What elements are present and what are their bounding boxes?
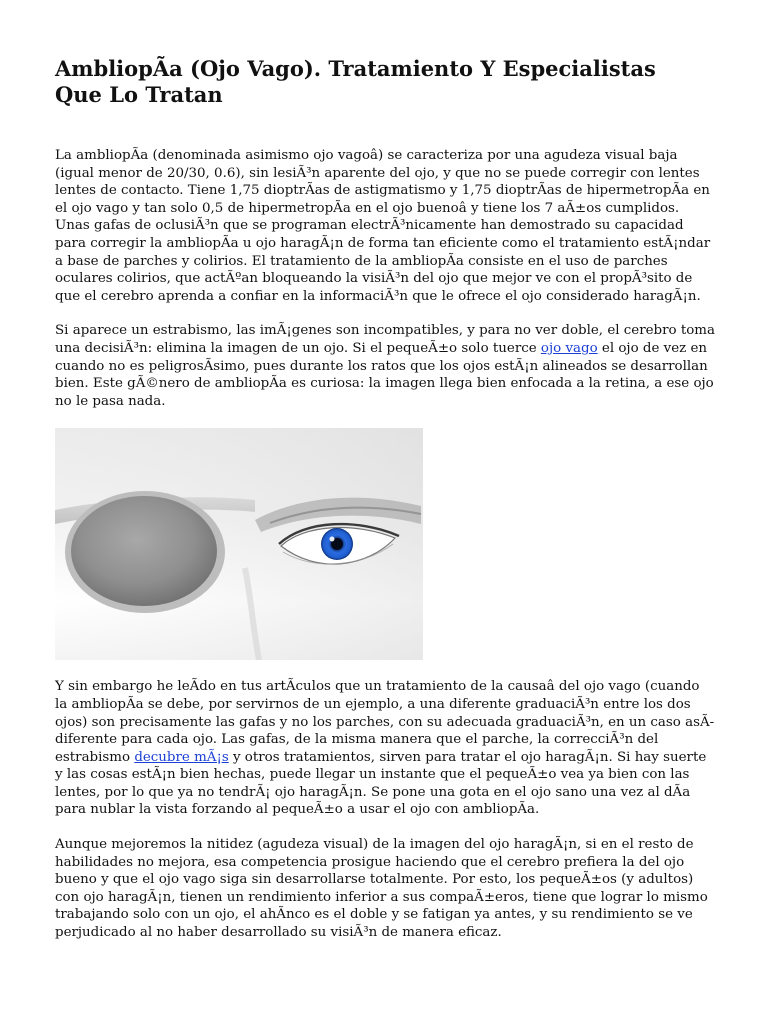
paragraph-text: el ojo de vez en cuando no es peligrosÃsimo, pues durante los ratos que los ojos estÃ¡n alineados se desarrollan bien. Este gÃ©nero de ambliopÃa es curiosa: la imagen llega bien enfocada a la retina, a ese ojo no le pasa nada. bbox=[55, 340, 714, 409]
eye-patch-icon bbox=[65, 491, 225, 613]
article-title: AmbliopÃa (Ojo Vago). Tratamiento Y Especialistas Que Lo Tratan bbox=[55, 56, 656, 107]
paragraph-text: Y sin embargo he leÃdo en tus artÃculos que un tratamiento de la causaâ del ojo vago (cuando la ambliopÃa se debe, por servirnos de un ejemplo, a una diferente graduaciÃ³n entre los dos ojos) son precisamente las gafas y no los parches, con su adecuada graduaciÃ³n, en un caso asÃ diferente para cada ojo. Las gafas, de la misma manera que el parche, la correcciÃ³n del estrabismo bbox=[55, 679, 715, 765]
paragraph-treatment bbox=[55, 678, 715, 819]
paragraph-text: y otros tratamientos, sirven para tratar el ojo haragÃ¡n. Si hay suerte y las cosas estÃ¡n bien hechas, puede llegar un instante que el pequeÃ±o vea ya bien con las lentes, por lo que ya no tendrÃ¡ ojo haragÃ¡n. Se pone una gota en el ojo sano una vez al dÃa para nublar la vista forzando al pequeÃ±o a usar el ojo con ambliopÃa. bbox=[55, 749, 707, 818]
paragraph-strabismus bbox=[55, 322, 715, 410]
paragraph-text: Si aparece un estrabismo, las imÃ¡genes son incompatibles, y para no ver doble, el cerebro toma una decisiÃ³n: elimina la imagen de un ojo. Si el pequeÃ±o solo tuerce bbox=[55, 323, 715, 356]
paragraph-intro: La ambliopÃa (denominada asimismo ojo vagoâ) se caracteriza por una agudeza visual baja (igual menor de 20/30, 0.6), sin lesiÃ³n aparente del ojo, y que no se puede corregir con lentes lentes de contacto. Tiene 1,75 dioptrÃas de astigmatismo y 1,75 dioptrÃas de hipermetropÃa en el ojo vago y tan solo 0,5 de hipermetropÃa en el ojo buenoâ y tiene los 7 aÃ±os cumplidos. Unas gafas de oclusiÃ³n que se programan electrÃ³nicamente han demostrado su capacidad para corregir la ambliopÃa u ojo haragÃ¡n de forma tan eficiente como el tratamiento estÃ¡ndar a base de parches y colirios. El tratamiento de la ambliopÃa consiste en el uso de parches oculares colirios, que actÃºan bloqueando la visiÃ³n del ojo que mejor ve con el propÃ³sito de que el cerebro aprenda a confiar en la informaciÃ³n que le ofrece el ojo considerado haragÃ¡n. bbox=[55, 148, 711, 304]
eye-patch-image bbox=[55, 428, 423, 660]
decubre-mas-link[interactable]: decubre mÃ¡s bbox=[134, 749, 229, 765]
paragraph-conclusion: Aunque mejoremos la nitidez (agudeza visual) de la imagen del ojo haragÃ¡n, si en el resto de habilidades no mejora, esa competencia prosigue haciendo que el cerebro prefiera la del ojo bueno y que el ojo vago siga sin desarrollarse totalmente. Por esto, los pequeÃ±os (y adultos) con ojo haragÃ¡n, tienen un rendimiento inferior a sus compaÃ±eros, tiene que lograr lo mismo trabajando solo con un ojo, el ahÃnco es el doble y se fatigan ya antes, y su rendimiento se ve perjudicado al no haber desarrollado su visiÃ³n de manera eficaz. bbox=[55, 837, 708, 941]
eye-illustration bbox=[55, 428, 423, 660]
ojo-vago-link[interactable]: ojo vago bbox=[540, 340, 598, 356]
